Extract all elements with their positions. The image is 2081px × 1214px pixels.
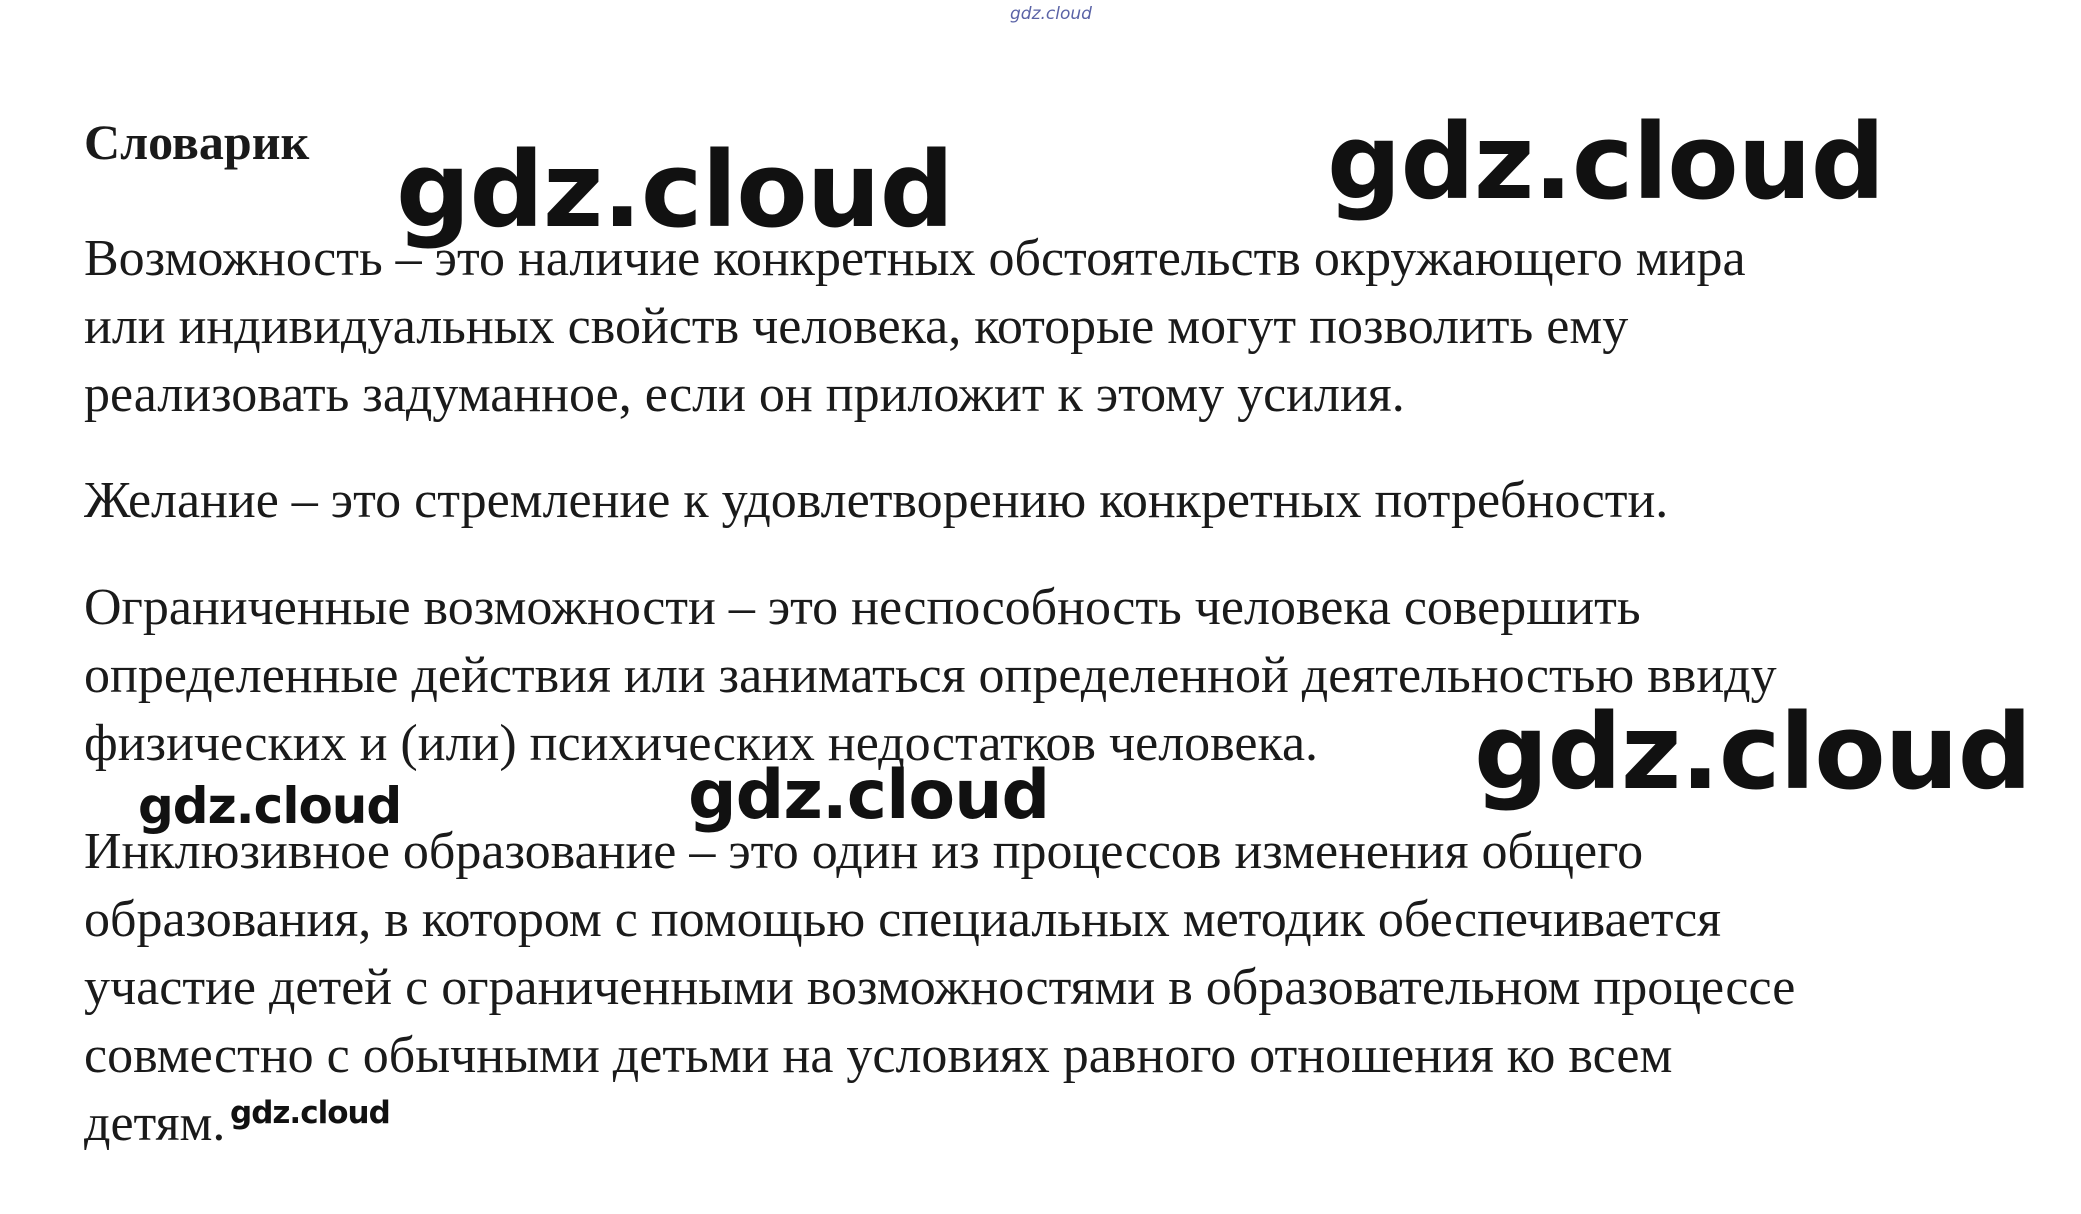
watermark: gdz.cloud	[1474, 691, 2032, 813]
watermark: gdz.cloud	[396, 129, 954, 251]
watermark-top: gdz.cloud	[1010, 4, 1092, 24]
text-line: образования, в котором с помощью специальных методик обеспечивается	[84, 891, 1722, 948]
text-line: детям.	[84, 1095, 226, 1152]
text-line: определенные действия или заниматься определенной деятельностью ввиду	[84, 647, 1777, 704]
text-line: Желание – это стремление к удовлетворению конкретных потребности.	[84, 472, 1669, 529]
text-line: Возможность – это наличие конкретных обстоятельств окружающего мира	[84, 230, 1746, 287]
text-line: или индивидуальных свойств человека, которые могут позволить ему	[84, 298, 1629, 355]
text-line: Ограниченные возможности – это неспособность человека совершить	[84, 579, 1641, 636]
text-line: Инклюзивное образование – это один из процессов изменения общего	[84, 823, 1644, 880]
watermark: gdz.cloud	[230, 1095, 390, 1131]
definition-paragraph-desire	[84, 467, 2044, 535]
watermark: gdz.cloud	[138, 777, 402, 835]
watermark: gdz.cloud	[1327, 101, 1885, 223]
text-line: участие детей с ограниченными возможностями в образовательном процессе	[84, 959, 1796, 1016]
definition-paragraph-possibility	[84, 225, 2044, 429]
page-title: Словарик	[84, 114, 310, 170]
text-line: совместно с обычными детьми на условиях равного отношения ко всем	[84, 1027, 1673, 1084]
text-line: физических и (или) психических недостатков человека.	[84, 715, 1319, 772]
text-line: реализовать задуманное, если он приложит к этому усилия.	[84, 366, 1405, 423]
watermark: gdz.cloud	[688, 756, 1050, 835]
